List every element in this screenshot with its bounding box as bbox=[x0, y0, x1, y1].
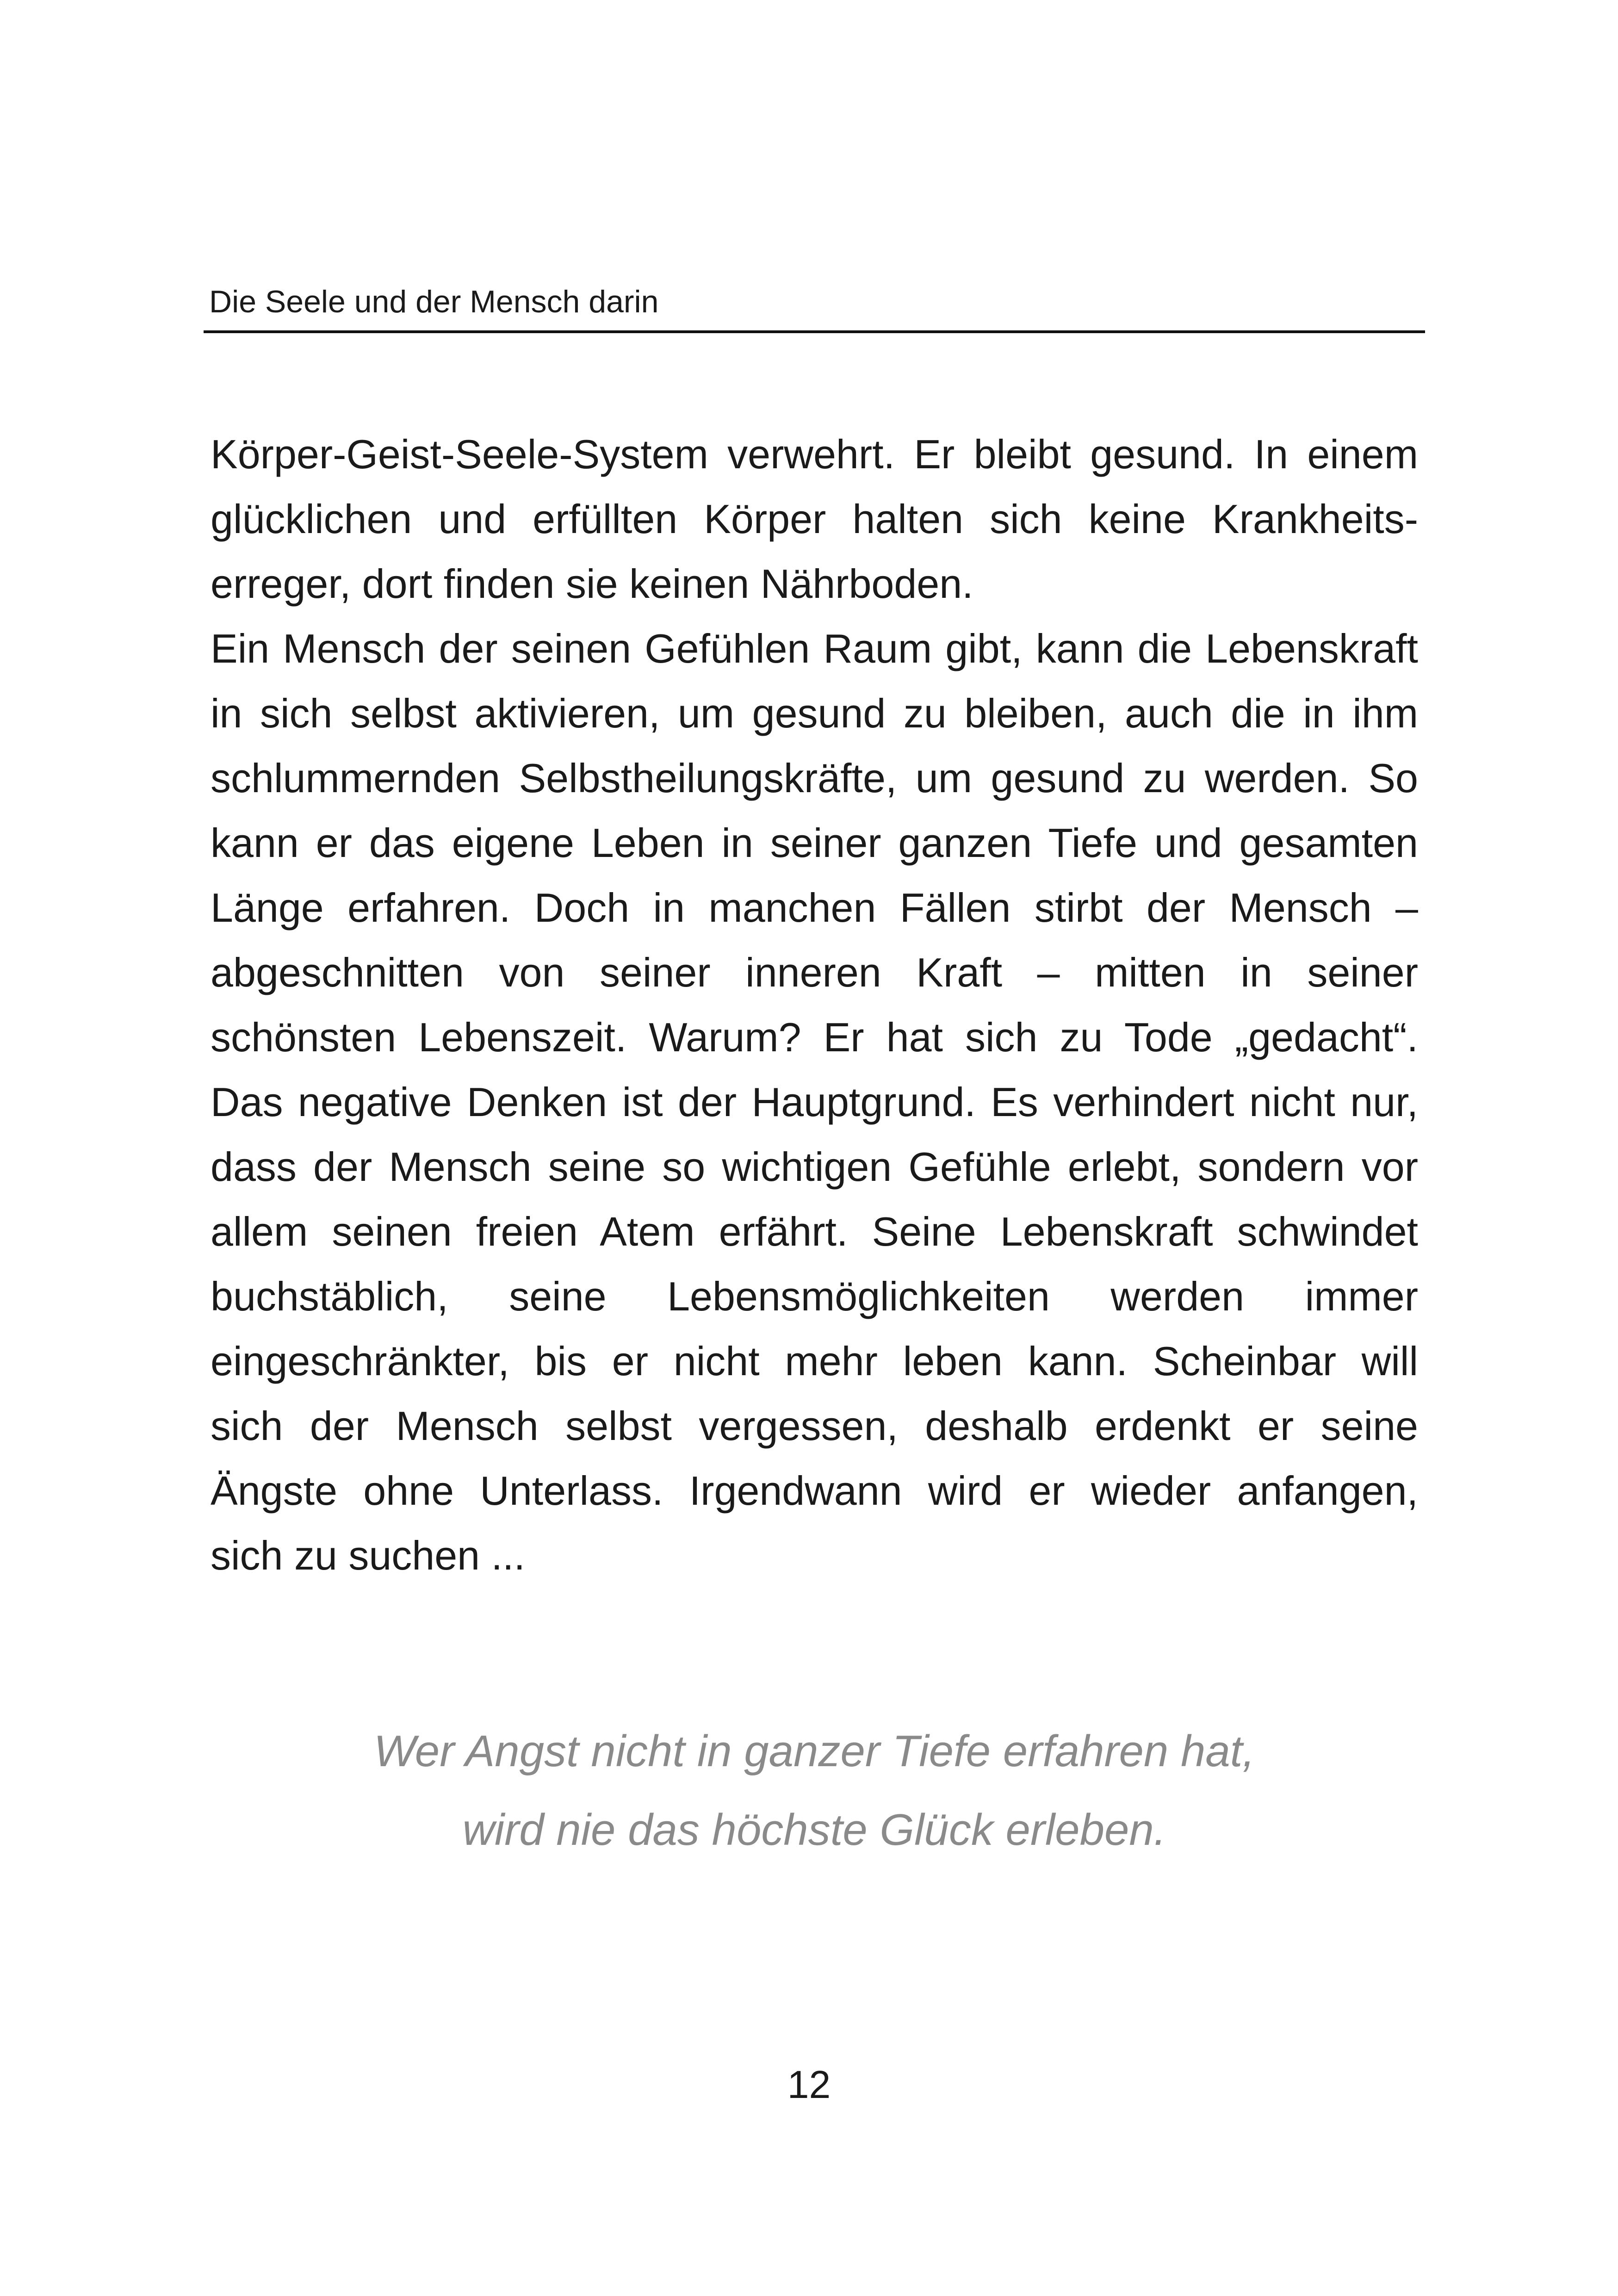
page-number: 12 bbox=[787, 2063, 831, 2106]
body-line: eingeschränkter, bis er nicht mehr leben kann. Scheinbar will bbox=[211, 1338, 1418, 1384]
body-line: buchstäblich, seine Lebensmöglichkeiten werden immer bbox=[211, 1273, 1418, 1319]
body-line: Das negative Denken ist der Hauptgrund. Es verhindert nicht nur, bbox=[211, 1079, 1418, 1125]
pull-quote-line: Wer Angst nicht in ganzer Tiefe erfahren hat, bbox=[373, 1726, 1255, 1776]
body-line: erreger, dort finden sie keinen Nährboden. bbox=[211, 561, 973, 607]
running-header-title: Die Seele und der Mensch darin bbox=[209, 284, 659, 319]
body-line: Ein Mensch der seinen Gefühlen Raum gibt, kann die Lebenskraft bbox=[211, 626, 1418, 671]
body-line: schönsten Lebenszeit. Warum? Er hat sich zu Tode „gedacht“. bbox=[211, 1014, 1418, 1060]
body-line: allem seinen freien Atem erfährt. Seine Lebenskraft schwindet bbox=[211, 1209, 1418, 1254]
pull-quote-line: wird nie das höchste Glück erleben. bbox=[462, 1805, 1166, 1855]
body-line: dass der Mensch seine so wichtigen Gefühle erlebt, sondern vor bbox=[211, 1144, 1418, 1190]
body-line: schlummernden Selbstheilungskräfte, um gesund zu werden. So bbox=[211, 755, 1418, 801]
body-line: sich der Mensch selbst vergessen, deshalb erdenkt er seine bbox=[211, 1403, 1418, 1449]
body-line: Länge erfahren. Doch in manchen Fällen stirbt der Mensch – bbox=[211, 885, 1418, 931]
body-line: abgeschnitten von seiner inneren Kraft – mitten in seiner bbox=[211, 949, 1418, 995]
body-paragraphs bbox=[211, 422, 1418, 1588]
body-line: Ängste ohne Unterlass. Irgendwann wird er wieder anfangen, bbox=[211, 1468, 1418, 1514]
pull-quote bbox=[204, 1712, 1425, 1869]
body-line: in sich selbst aktivieren, um gesund zu bleiben, auch die in ihm bbox=[211, 690, 1418, 736]
body-line: sich zu suchen ... bbox=[211, 1533, 525, 1578]
body-line: kann er das eigene Leben in seiner ganzen Tiefe und gesamten bbox=[211, 820, 1418, 866]
body-line: glücklichen und erfüllten Körper halten sich keine Krankheits- bbox=[211, 496, 1418, 542]
body-line: Körper-Geist-Seele-System verwehrt. Er bleibt gesund. In einem bbox=[211, 431, 1418, 477]
running-header bbox=[204, 273, 1425, 333]
